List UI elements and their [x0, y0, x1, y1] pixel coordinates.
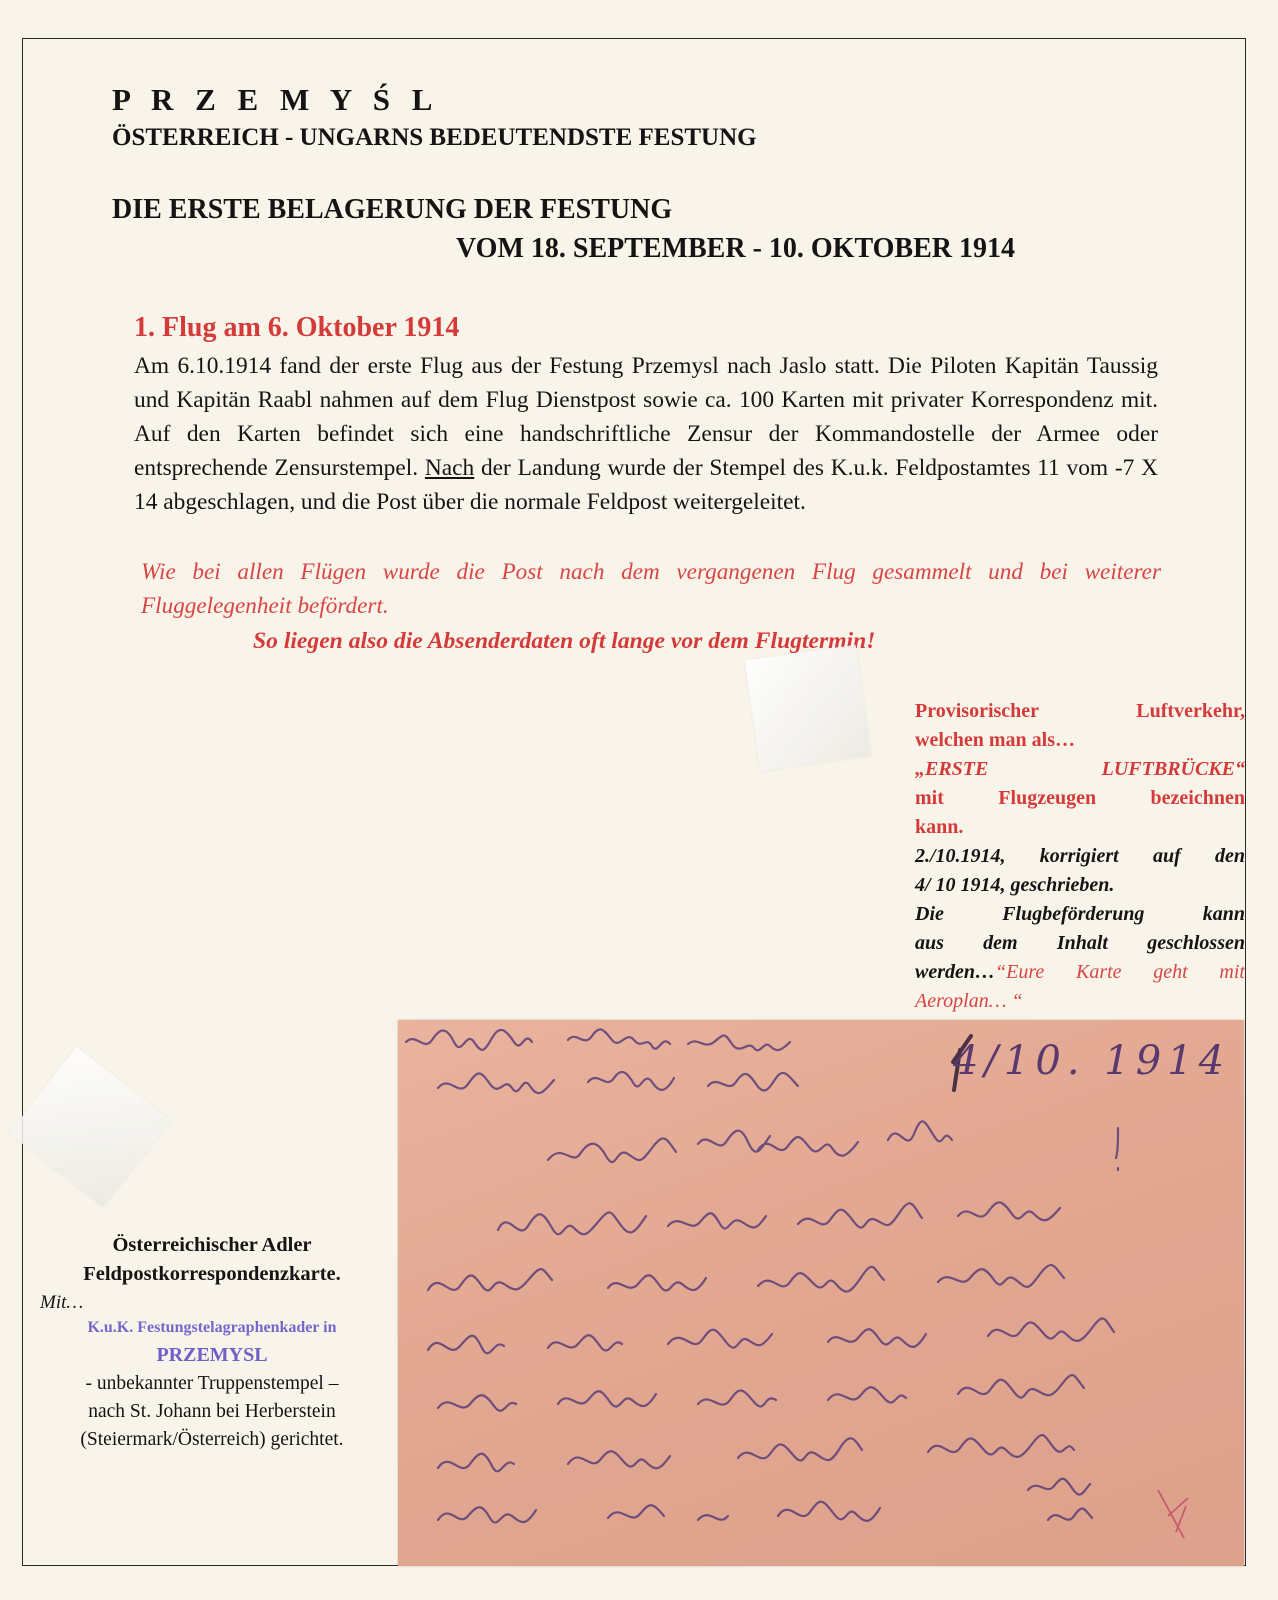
red-note: Wie bei allen Flügen wurde die Post nach dem vergangenen Flug gesammelt und bei weiterer Fluggelegenheit befördert. [141, 559, 1161, 619]
sidebar-line: aus dem Inhalt geschlossen [915, 932, 1245, 954]
sidebar-line: mit Flugzeugen bezeichnen [915, 787, 1245, 809]
sidebar-line: 4/ 10 1914, geschrieben. [915, 874, 1115, 896]
postcard [398, 1020, 1244, 1566]
card-date: 4/10. 1914 [953, 1038, 1231, 1084]
caption-line: Feldpostkorrespondenzkarte. [83, 1263, 341, 1285]
flight-description [134, 349, 1158, 519]
page-title: P R Z E M Y Ś L [112, 82, 440, 117]
caption-line: nach St. Johann bei Herberstein [88, 1401, 336, 1422]
flight-heading: 1. Flug am 6. Oktober 1914 [134, 312, 460, 343]
sidebar-line: welchen man als… [915, 729, 1075, 751]
sidebar-line-werden: werden… [915, 961, 995, 983]
flight-description-part1: Am 6.10.1914 fand der erste Flug aus der Festung Przemysl nach Jaslo statt. Die Piloten Kapitän Taussig und Kapitän Raabl nahmen auf dem Flug Dienstpost sowie ca. 100 Karten mit privater Korrespondenz mit. Auf den Karten befindet sich eine handschriftliche Zensur der Kommandostelle der Armee oder entsprechende Zensurstempel. [134, 353, 1158, 481]
flight-description-underlined: Nach [424, 455, 475, 481]
caption-unit: K.u.K. Festungstelagraphenkader in [87, 1319, 337, 1336]
caption-line: - unbekannter Truppenstempel – [85, 1373, 339, 1394]
flight-description-part2: der Landung wurde der Stempel des K.u.k. Feldpostamtes 11 vom -7 X 14 abgeschlagen, und die Post über die normale Feldpost weitergeleitet. [134, 455, 1158, 515]
siege-title: DIE ERSTE BELAGERUNG DER FESTUNG [112, 194, 673, 225]
caption-line: Mit… [40, 1292, 84, 1313]
siege-dates: VOM 18. SEPTEMBER - 10. OKTOBER 1914 [456, 233, 1015, 264]
sidebar-line [915, 958, 1245, 987]
sidebar-line: 2./10.1914, korrigiert auf den [915, 845, 1245, 867]
stamp-hinge [745, 645, 871, 771]
caption-line: Österreichischer Adler [112, 1234, 312, 1256]
sidebar-line: „ERSTE LUFTBRÜCKE“ [915, 758, 1245, 780]
red-bold-note: So liegen also die Absenderdaten oft lange vor dem Flugtermin! [253, 628, 876, 654]
red-censor-mark [1158, 1490, 1188, 1538]
card-caption [34, 1231, 390, 1454]
caption-place: PRZEMYSL [156, 1344, 268, 1366]
caption-line: (Steiermark/Österreich) gerichtet. [80, 1429, 344, 1450]
page-subtitle: ÖSTERREICH - UNGARNS BEDEUTENDSTE FESTUNG [112, 124, 757, 151]
sidebar-note [915, 697, 1245, 1016]
sidebar-line: Provisorischer Luftverkehr, [915, 700, 1245, 722]
sidebar-line: kann. [915, 816, 964, 838]
handwriting-illustration [398, 1020, 1244, 1566]
sidebar-line: Die Flugbeförderung kann [915, 903, 1245, 925]
sidebar-quote: “Eure Karte geht mit [995, 961, 1245, 983]
sidebar-quote: Aeroplan… “ [915, 990, 1023, 1012]
